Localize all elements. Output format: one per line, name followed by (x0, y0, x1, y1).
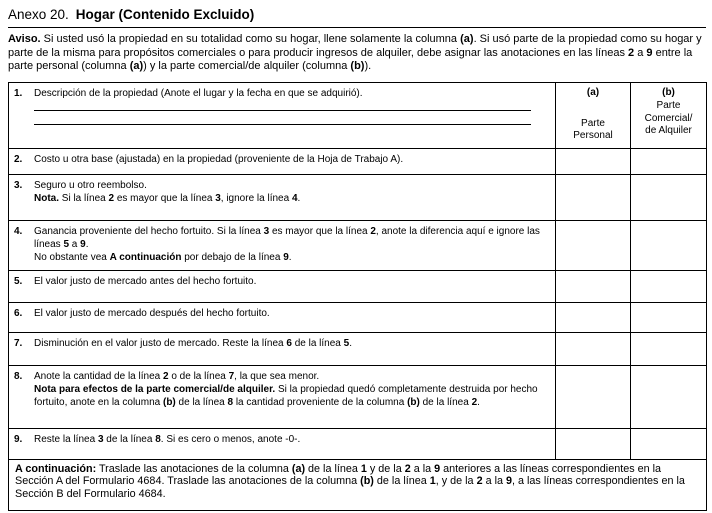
line-3-text: Seguro u otro reembolso. (34, 179, 147, 191)
line-8-entry-b[interactable] (631, 365, 707, 428)
line-8-text: Anote la cantidad de la línea 2 o de la línea 7, la que sea menor. (34, 370, 320, 382)
line-9-number: 9. (14, 433, 23, 445)
table-row-line-9 (9, 428, 707, 459)
line-4-entry-a[interactable] (556, 220, 631, 270)
line-2-description-cell (9, 148, 556, 174)
line-4-note: No obstante vea A continuación por debajo de la línea 9. (34, 251, 292, 263)
line-3-number: 3. (14, 179, 23, 191)
line-5-text: El valor justo de mercado antes del hecho fortuito. (34, 275, 257, 287)
line-6-text: El valor justo de mercado después del hecho fortuito. (34, 307, 270, 319)
line-8-note: Nota para efectos de la parte comercial/de alquiler. Si la propiedad quedó completamente destruida por hecho fortuito, anote en la columna (b) de la línea 8 la cantidad proveniente de la columna (b) de la línea 2. (34, 383, 538, 408)
form-name: Hogar (Contenido Excluido) (75, 7, 255, 22)
column-b-header (631, 82, 707, 148)
line-6-description-cell (9, 302, 556, 332)
line-8-description-cell (9, 365, 556, 428)
line-1-number: 1. (14, 87, 23, 99)
line-6-entry-b[interactable] (631, 302, 707, 332)
table-row-line-3 (9, 174, 707, 220)
line-4-entry-b[interactable] (631, 220, 707, 270)
column-b-tag: (b) (662, 86, 675, 98)
line-6-entry-a[interactable] (556, 302, 631, 332)
line-3-entry-b[interactable] (631, 174, 707, 220)
form-number: Anexo 20. (8, 7, 69, 22)
line-5-entry-b[interactable] (631, 270, 707, 302)
line-2-number: 2. (14, 153, 23, 165)
column-a-tag: (a) (586, 86, 600, 98)
notice-paragraph: Aviso. Si usted usó la propiedad en su totalidad como su hogar, llene solamente la columna (a). Si usó parte de la propiedad como su hogar y parte de la misma para propósitos comerciales o para producir ingresos de alquiler, debe asignar las anotaciones en las líneas 2 a 9 entre la parte personal (columna (a)) y la parte comercial/de alquiler (columna (b)). (8, 33, 702, 73)
line-5-number: 5. (14, 275, 23, 287)
table-row-line-8 (9, 365, 707, 428)
table-row-footer (9, 459, 707, 510)
line-9-entry-b[interactable] (631, 428, 707, 459)
line-7-text: Disminución en el valor justo de mercado. Reste la línea 6 de la línea 5. (34, 337, 352, 349)
line-9-description-cell (9, 428, 556, 459)
line-5-entry-a[interactable] (556, 270, 631, 302)
line-7-entry-b[interactable] (631, 332, 707, 365)
line-3-description-cell (9, 174, 556, 220)
line-3-entry-a[interactable] (556, 174, 631, 220)
line-3-note: Nota. Si la línea 2 es mayor que la línea 3, ignore la línea 4. (34, 192, 301, 204)
transfer-instructions: A continuación: Traslade las anotaciones de la columna (a) de la línea 1 y de la 2 a la 9 anteriores a las líneas correspondientes en la Sección A del Formulario 4684. Traslade las anotaciones de la columna (b) de la línea 1, y de la 2 a la 9, a las líneas correspondientes en la Sección B del Formulario 4684. (9, 459, 707, 510)
description-write-line-1[interactable] (34, 100, 531, 111)
line-7-description-cell (9, 332, 556, 365)
line-1-description-cell (9, 82, 556, 148)
column-a-header (556, 82, 631, 148)
line-1-text: Descripción de la propiedad (Anote el lugar y la fecha en que se adquirió). (34, 87, 363, 99)
line-4-description-cell (9, 220, 556, 270)
line-9-text: Reste la línea 3 de la línea 8. Si es cero o menos, anote -0-. (34, 433, 301, 445)
column-a-label: Parte Personal (573, 117, 613, 142)
table-row-line-7 (9, 332, 707, 365)
line-7-number: 7. (14, 337, 23, 349)
table-row-line-1 (9, 82, 707, 148)
line-2-entry-b[interactable] (631, 148, 707, 174)
line-8-entry-a[interactable] (556, 365, 631, 428)
line-5-description-cell (9, 270, 556, 302)
table-row-line-2 (9, 148, 707, 174)
line-2-entry-a[interactable] (556, 148, 631, 174)
table-row-line-6 (9, 302, 707, 332)
table-row-line-4 (9, 220, 707, 270)
line-4-number: 4. (14, 225, 23, 237)
description-write-line-2[interactable] (34, 111, 531, 125)
line-8-number: 8. (14, 370, 23, 382)
line-2-text: Costo u otra base (ajustada) en la propiedad (proveniente de la Hoja de Trabajo A). (34, 153, 404, 165)
table-row-line-5 (9, 270, 707, 302)
form-header (8, 7, 706, 28)
line-9-entry-a[interactable] (556, 428, 631, 459)
line-4-text: Ganancia proveniente del hecho fortuito. Si la línea 3 es mayor que la línea 2, anote la diferencia aquí e ignore las líneas 5 a 9. (34, 225, 540, 250)
worksheet-table (8, 82, 707, 511)
line-7-entry-a[interactable] (556, 332, 631, 365)
line-6-number: 6. (14, 307, 23, 319)
form-title (8, 7, 706, 22)
column-b-label: Parte Comercial/ de Alquiler (644, 100, 693, 137)
